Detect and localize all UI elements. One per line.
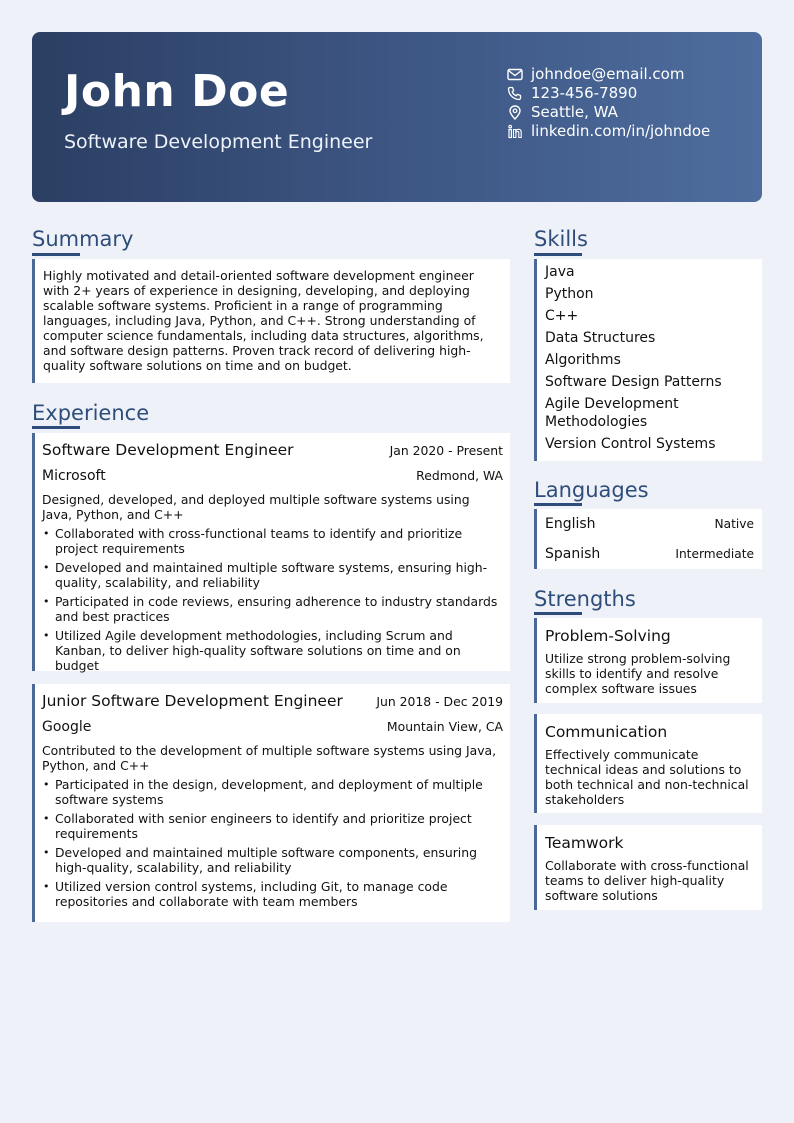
job-company: Google [42, 719, 92, 735]
resume-header [32, 32, 762, 202]
strength-title: Problem-Solving [545, 627, 671, 645]
skills-card [534, 259, 762, 461]
summary-heading-rule [32, 253, 80, 256]
strength-description: Utilize strong problem-solving skills to identify and resolve complex software issues [545, 651, 731, 696]
job-bullet: • Participated in code reviews, ensuring adherence to industry standards and best practices [42, 594, 503, 624]
job-bullets [42, 777, 503, 909]
job-card-microsoft [32, 433, 510, 671]
strength-title: Communication [545, 723, 668, 741]
job-dates: Jun 2018 - Dec 2019 [376, 694, 503, 709]
summary-card [32, 259, 510, 383]
skill-item: Agile Development Methodologies [545, 396, 679, 430]
candidate-name: John Doe [64, 66, 290, 117]
job-title: Software Development Engineer [42, 441, 294, 459]
job-description: Contributed to the development of multiple software systems using Java, Python, and C++ [42, 743, 497, 773]
job-dates: Jan 2020 - Present [389, 443, 503, 458]
job-location: Mountain View, CA [386, 719, 503, 734]
strengths-heading-rule [534, 612, 582, 615]
contact-phone-text: 123-456-7890 [531, 84, 638, 102]
contact-location-text: Seattle, WA [531, 103, 618, 121]
strength-description: Collaborate with cross-functional teams to deliver high-quality software solutions [545, 858, 749, 903]
job-bullet: • Utilized version control systems, including Git, to manage code repositories and collaborate with team members [42, 879, 503, 909]
job-bullet: • Collaborated with senior engineers to identify and prioritize project requirements [42, 811, 503, 841]
job-company: Microsoft [42, 468, 106, 484]
contact-location [506, 103, 756, 122]
job-description: Designed, developed, and deployed multiple software systems using Java, Python, and C++ [42, 492, 470, 522]
contact-linkedin-text: linkedin.com/in/johndoe [531, 122, 711, 140]
strength-title: Teamwork [545, 834, 624, 852]
job-bullet: • Collaborated with cross-functional teams to identify and prioritize project requirements [42, 526, 503, 556]
skill-item: Algorithms [545, 352, 621, 368]
job-bullet: • Utilized Agile development methodologies, including Scrum and Kanban, to deliver high-quality software solutions on time and on budget [42, 628, 503, 673]
contact-email-text: johndoe@email.com [531, 65, 685, 83]
summary-text: Highly motivated and detail-oriented software development engineer with 2+ years of experience in designing, developing, and deploying scalable software systems. Proficient in a range of programming languages, including Java, Python, and C++. Strong understanding of computer science fundamentals, including data structures, algorithms, and software design patterns. Proven track record of delivering high-quality software solutions on time and on budget. [43, 268, 484, 373]
phone-icon [506, 86, 524, 102]
skill-item: Data Structures [545, 330, 656, 346]
languages-card [534, 509, 762, 569]
job-card-google [32, 684, 510, 922]
job-title: Junior Software Development Engineer [42, 692, 343, 710]
skill-item: Python [545, 286, 594, 302]
language-level: Intermediate [675, 547, 754, 561]
skill-item: C++ [545, 308, 579, 324]
contact-email[interactable] [506, 65, 756, 84]
job-title-row [42, 441, 503, 461]
contact-phone[interactable] [506, 84, 756, 103]
job-company-row [42, 468, 503, 486]
skill-item: Java [545, 264, 575, 280]
strengths-heading: Strengths [534, 587, 636, 611]
skill-item: Software Design Patterns [545, 374, 722, 390]
strength-card-problem-solving [534, 618, 762, 703]
job-title-row [42, 692, 503, 712]
languages-heading-rule [534, 503, 582, 506]
location-icon [506, 105, 524, 121]
candidate-title: Software Development Engineer [64, 131, 373, 153]
summary-heading: Summary [32, 227, 134, 251]
language-name: Spanish [545, 546, 601, 562]
linkedin-icon [506, 124, 524, 140]
language-name: English [545, 516, 596, 532]
contact-linkedin[interactable] [506, 122, 756, 141]
experience-heading: Experience [32, 401, 150, 425]
mail-icon [506, 67, 524, 83]
experience-heading-rule [32, 426, 80, 429]
job-entry [35, 692, 510, 909]
job-bullet: • Participated in the design, development, and deployment of multiple software systems [42, 777, 503, 807]
language-row [537, 539, 762, 569]
job-bullet: • Developed and maintained multiple software systems, ensuring high-quality, scalability, and reliability [42, 560, 503, 590]
job-bullets [42, 526, 503, 673]
job-company-row [42, 719, 503, 737]
skills-heading-rule [534, 253, 582, 256]
skills-heading: Skills [534, 227, 588, 251]
strength-card-communication [534, 714, 762, 813]
strength-card-teamwork [534, 825, 762, 910]
language-level: Native [714, 517, 754, 531]
strength-description: Effectively communicate technical ideas and solutions to both technical and non-technical stakeholders [545, 747, 749, 807]
contact-list [506, 65, 756, 141]
languages-heading: Languages [534, 478, 649, 502]
job-bullet: • Developed and maintained multiple software components, ensuring high-quality, scalability, and reliability [42, 845, 503, 875]
job-location: Redmond, WA [416, 468, 503, 483]
language-row [537, 509, 762, 539]
skill-item: Version Control Systems [545, 436, 716, 452]
job-entry [35, 441, 510, 673]
